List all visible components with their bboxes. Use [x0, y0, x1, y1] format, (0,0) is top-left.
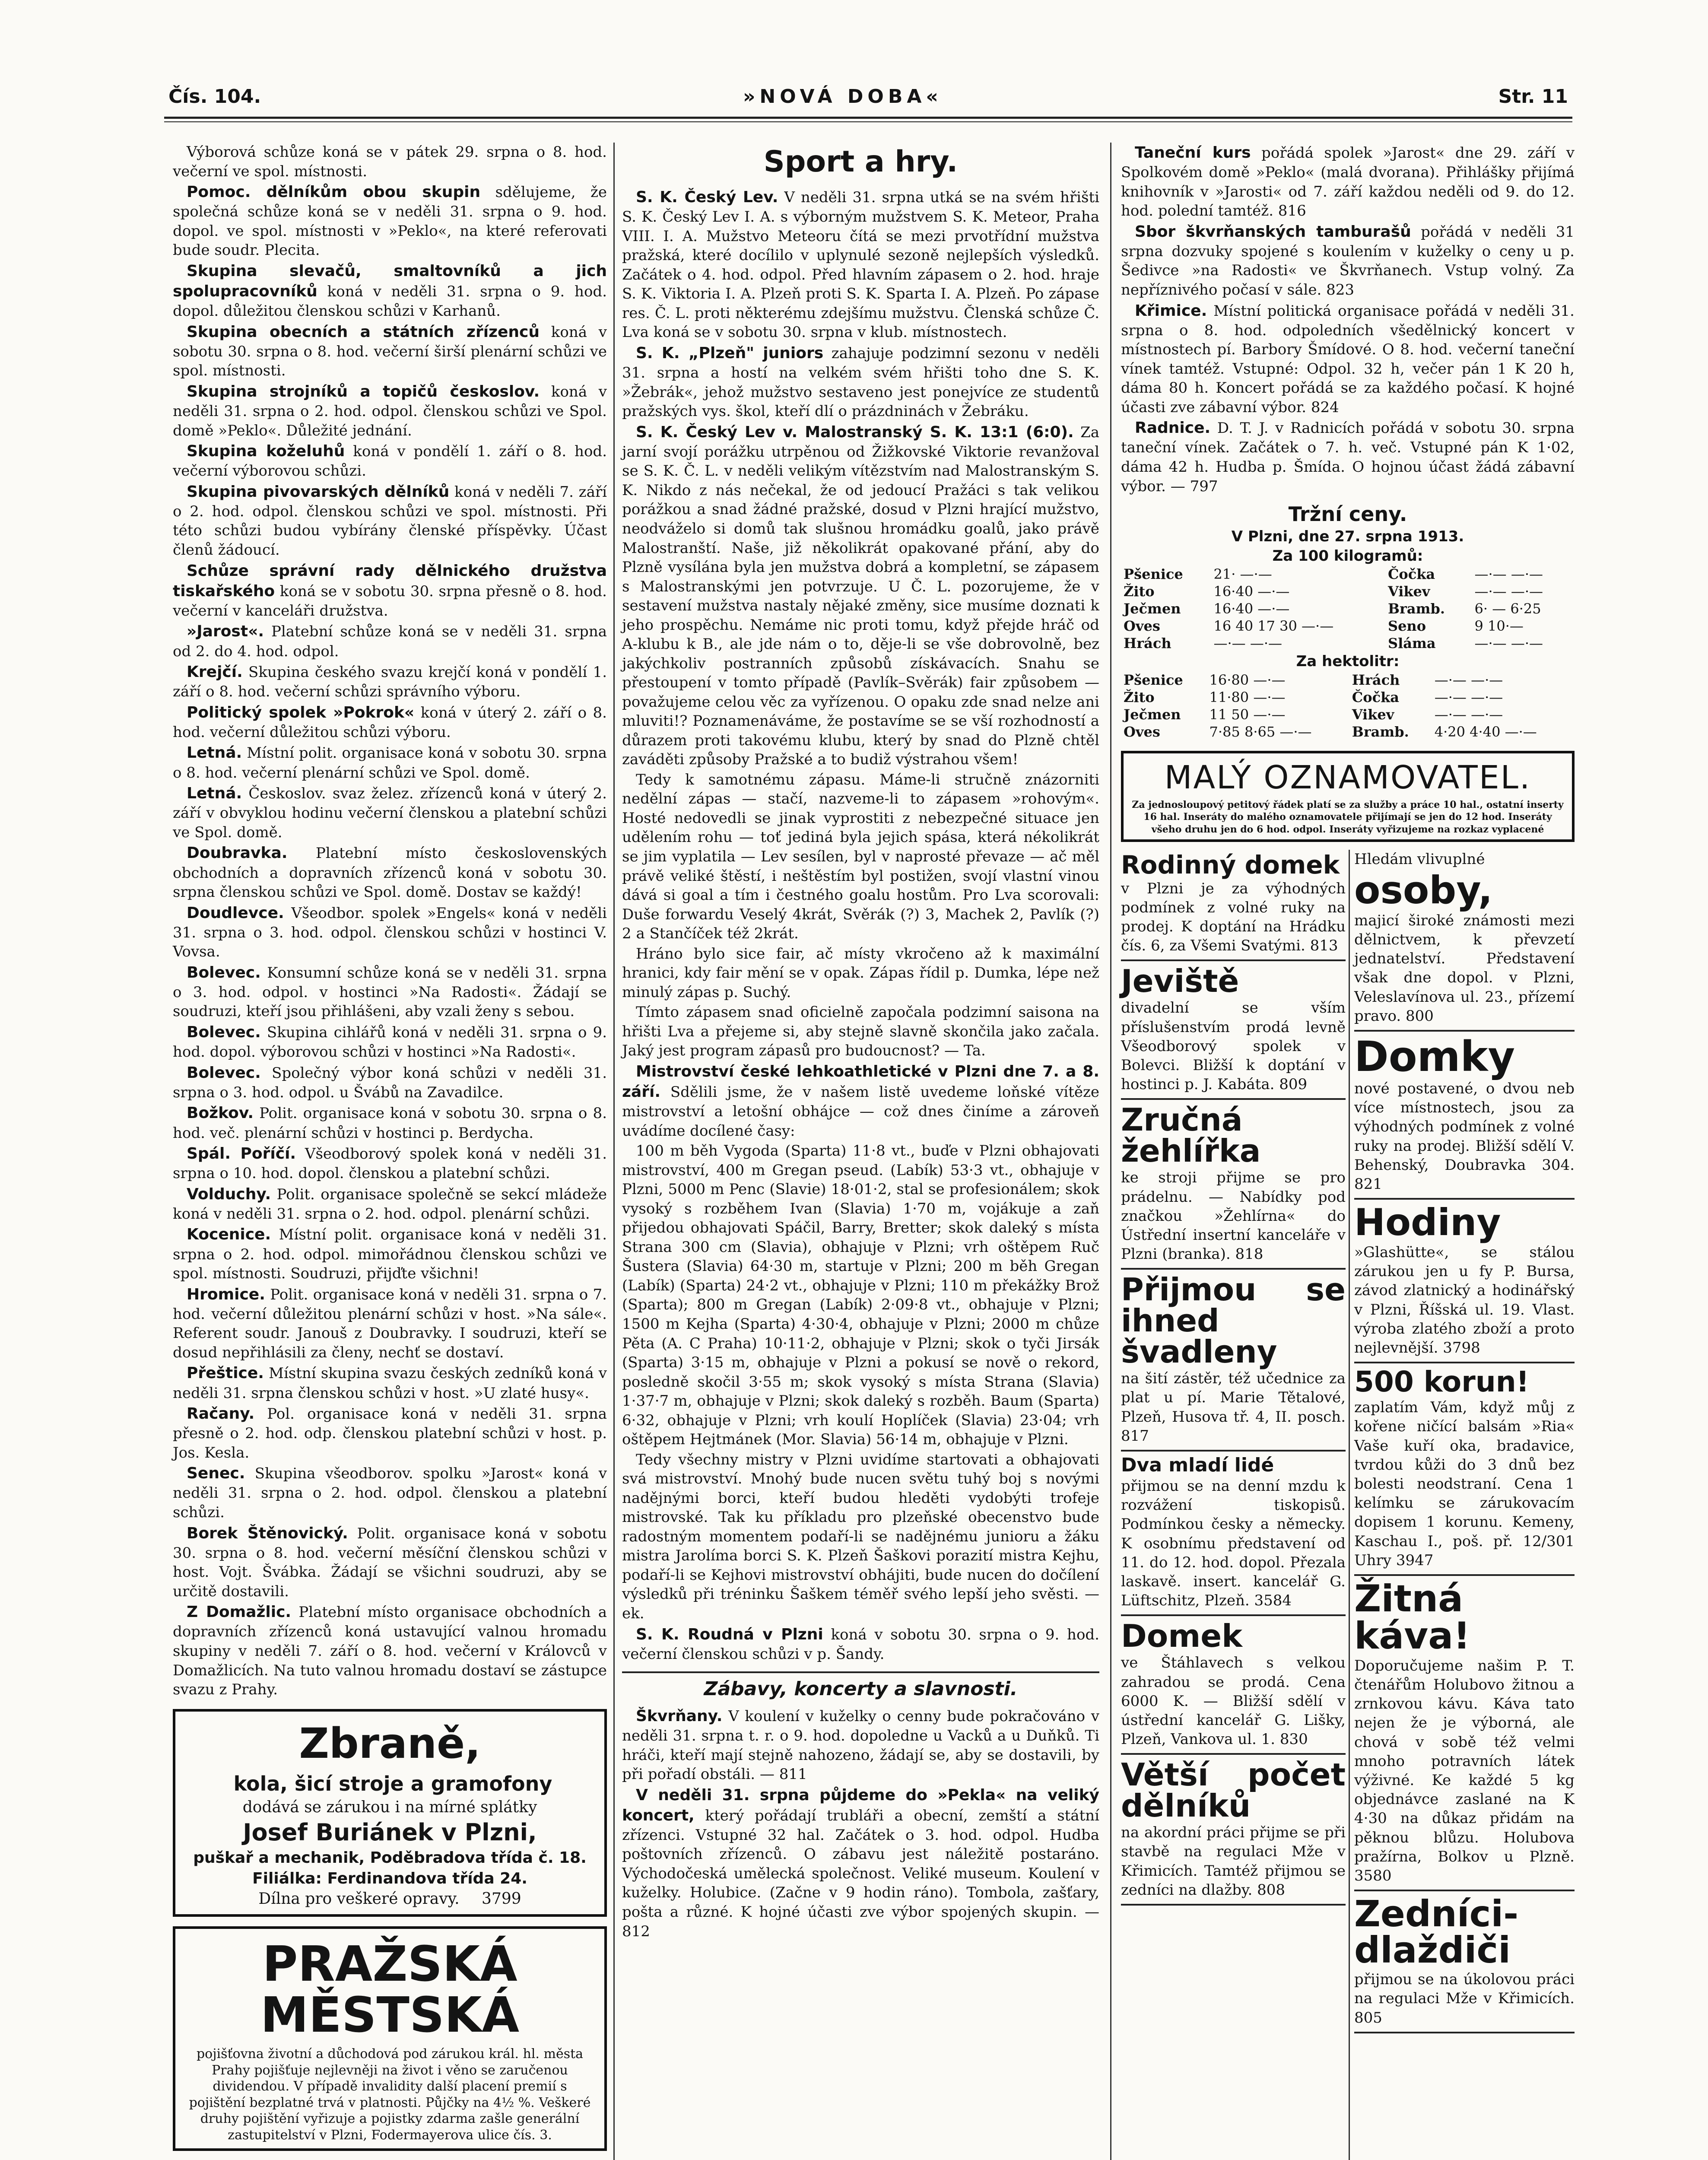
- sport-article: [622, 770, 1099, 943]
- meeting-notice-heading: Božkov.: [187, 1104, 254, 1122]
- meeting-notice-text: Polit. organisace společně se sekcí mládeže koná v neděli 31. srpna o 2. hod. odpol. plenární schůzi.: [173, 1185, 607, 1223]
- meeting-notice-heading: Schůze správní rady dělnického družstva tiskařského: [173, 562, 607, 600]
- commodity-name: Seno: [1387, 618, 1426, 635]
- prazska-ad: [173, 1926, 607, 2151]
- ad-text: majicí široké známosti mezi dělnictvem, k převzetí jednatelství. Představení však dne dopol. v Plzni, Veleslavínova ul. 23., přízemí pravo. 800: [1354, 912, 1575, 1025]
- commodity-name: Vikev: [1352, 706, 1394, 723]
- ad-text: »Glashütte«, se stálou zárukou jen u fy P. Bursa, závod zlatnický a hodinářský v Plzni, Říšská ul. 19. Vlast. výroba zlatého zboží a proto nejlevnější. 3798: [1354, 1244, 1575, 1356]
- commodity-name: Pšenice: [1124, 671, 1183, 688]
- meeting-notice-heading: Kocenice.: [187, 1226, 271, 1244]
- meeting-notice-text: Pol. organisace koná v neděli 31. srpna přesně o 2. hod. odp. členskou platební schůzi v host. p. Jos. Kesla.: [173, 1405, 607, 1461]
- header-rule: [164, 117, 1572, 119]
- meeting-notice-heading: Skupina strojníků a topičů českoslov.: [187, 382, 540, 400]
- meeting-notice-heading: Volduchy.: [187, 1185, 271, 1203]
- meeting-notice-text: Polit. organisace koná v neděli 31. srpna o 7. hod. večerní důležitou plenární schůzi v host. »Na sále«. Referent soudr. Janouš z Doubravky. I soudruzi, kteří se dosud nepřihlásili za členy, nechť se dostaví.: [173, 1286, 607, 1361]
- meeting-notice-text: Všeodbor. spolek »Engels« koná v neděli 31. srpna o 3. hod. odpol. členskou schůzi v hostinci V. Vovsa.: [173, 904, 607, 961]
- meeting-notice: [173, 1103, 607, 1143]
- sport-article-heading: S. K. Český Lev.: [636, 188, 778, 206]
- meeting-notice-text: Platební místo organisace obchodních a dopravních zřízenců koná ustavující valnou hromadu skupiny v neděli 7. září o 8. hod. večerní v Královců v Domažlicích. Na tuto valnou hromadu dostaví se zástupce svazu z Prahy.: [173, 1604, 607, 1699]
- ad-headline: Přijmou se ihned švadleny: [1121, 1271, 1346, 1370]
- commodity-name: Čočka: [1352, 689, 1399, 705]
- meeting-notice-text: koná v neděli 7. září o 2. hod. odpol. členskou schůzi ve spol. místnosti. Při této schůzi budou vybírány členské příspěvky. Účast členů žádoucí.: [173, 483, 607, 559]
- meeting-notice-heading: Skupina slevačů, smaltovníků a jich spolupracovníků: [173, 262, 607, 300]
- sport-article: [622, 187, 1099, 342]
- meeting-notice: [173, 783, 607, 842]
- commodity-price: 16·40 —·—: [1213, 583, 1290, 600]
- sport-article-text: Tedy všechny mistry v Plzni uvidíme startovati a obhajovati svá mistrovství. Mnohý bude nucen světu tuhý boj s novými nadějnými borci, kteří budou hleděti vydobýti trofeje mistrovské. Tak ku příkladu pro plzeňské obecenstvo bude radostným momentem podaří-li se nadějnému junioru a žáku mistra Jarolíma borci S. K. Plzeň Šaškovi porazití mistra Kejhu, podaří-li se Kejhovi mistrovství obhájiti, bude nucen do dočílení výsledků při tréninku Šaškem téměř svého lepší jeho svěsti. — ek.: [622, 1451, 1099, 1622]
- column-2: [622, 143, 1099, 1942]
- meetings-list: [173, 143, 607, 1699]
- meeting-notice: [173, 962, 607, 1021]
- classified-ad: [1354, 1201, 1575, 1363]
- classified-ad: [1354, 1893, 1575, 2033]
- commodity-name: Oves: [1124, 618, 1160, 635]
- event-ad-heading: Křimice.: [1135, 302, 1207, 320]
- sport-article: [622, 944, 1099, 1002]
- meeting-notice-text: Polit. organisace koná v sobotu 30. srpna o 8. hod. večerní měsíční členskou schůzi v host. Vojt. Švábka. Žádají se všichni soudruzi, aby se určitě dostavili.: [173, 1525, 607, 1600]
- meeting-notice: [173, 1463, 607, 1522]
- sport-article-heading: S. K. Český Lev v. Malostranský S. K. 13:1 (6:0).: [636, 423, 1074, 441]
- meeting-notice-text: koná se v sobotu 30. srpna přesně o 8. hod. večerní v kanceláři družstva.: [173, 582, 607, 619]
- meeting-notice-text: Platební místo československých obchodních a dopravních zřízenců koná v sobotu 30. srpna členskou schůzi ve Spol. domě. Dostav se každý!: [173, 845, 607, 901]
- meeting-notice: [173, 1404, 607, 1462]
- meeting-notice: [173, 662, 607, 702]
- meeting-notice-text: Společný výbor koná schůzi v neděli 31. srpna o 3. hod. odpol. u Švábů na Zavadilce.: [173, 1064, 607, 1101]
- meeting-notice-heading: Hromice.: [187, 1285, 265, 1303]
- sport-article-text: Sdělili jsme, že v našem listě uvedeme loňské vítěze mistrovství a letošní obhájce — což dnes činíme a zároveň uvádíme docílené časy:: [622, 1083, 1099, 1140]
- event-ad: [1121, 301, 1575, 417]
- ad-headline: Větší počet dělníků: [1121, 1757, 1346, 1824]
- sport-title: Sport a hry.: [763, 145, 958, 179]
- event-notice-heading: V neděli 31. srpna půjdeme do »Pekla« na veliký koncert,: [622, 1786, 1099, 1824]
- issue-number: Čís. 104.: [168, 86, 261, 108]
- event-notice: [622, 1785, 1099, 1941]
- sport-article: [622, 1061, 1099, 1140]
- commodity-name: Oves: [1124, 723, 1160, 740]
- ad-headline: Žitná káva!: [1354, 1577, 1470, 1658]
- event-notice-text: který pořádají trubláři a obecní, zemští a státní zřízenci. Vstupné 32 hal. Začátek o 3. hod. odpol. Hudba poštovních zřízenců. O zábavu jest náležitě postaráno. Východočeská umělecká společnost. Veliké museum. Koulení v kuželky. Holubice. (Začne v 9 hodin ráno). Tombola, zašťary, pošta a různé. K hojné účasti zve výbor spojených skupin. — 812: [622, 1807, 1100, 1940]
- commodity-price: 6· — 6·25: [1474, 600, 1541, 617]
- ad-headline: osoby,: [1354, 867, 1493, 912]
- page-number: Str. 11: [1498, 86, 1568, 108]
- meeting-notice-heading: Račany.: [187, 1405, 255, 1423]
- ad-text: divadelní se vším příslušenstvím prodá levně Všeodborový spolek v Bolevci. Bližší k doptání v hostinci p. J. Kabáta. 809: [1121, 999, 1346, 1093]
- meeting-notice: [173, 1363, 607, 1403]
- meeting-notice: [173, 1144, 607, 1183]
- meeting-notice: [173, 1284, 607, 1363]
- prazska-title-1: PRAŽSKÁ: [262, 1936, 517, 1992]
- sport-article-text: Hráno bylo sice fair, ač místy vkročeno až k maximální hranici, kdy fair mění se v opak. Zápas řídil p. Dumka, lépe než minulý zápas p. Suchý.: [622, 945, 1099, 1001]
- maly-oznamovatel-box: [1121, 751, 1575, 842]
- page-header: [168, 86, 1568, 113]
- commodity-name: Ječmen: [1124, 600, 1181, 617]
- price-row: [1121, 723, 1575, 740]
- meeting-notice-heading: Doubravka.: [187, 844, 288, 862]
- meeting-notice-text: Místní skupina svazu českých zedníků koná v neděli 31. srpna členskou schůzi v host. »U zlaté husy«.: [173, 1365, 607, 1402]
- classified-ad: [1121, 963, 1346, 1100]
- commodity-name: Vikev: [1387, 583, 1430, 600]
- meeting-notice-heading: Pomoc. dělníkům obou skupin: [187, 183, 481, 201]
- meeting-notice-heading: Skupina obecních a státních zřízenců: [187, 323, 540, 341]
- price-row: [1121, 671, 1575, 689]
- sport-article: [622, 1450, 1099, 1623]
- classified-left: [1121, 850, 1346, 1910]
- classified-ad: [1121, 1620, 1346, 1755]
- event-ad: [1121, 222, 1575, 300]
- commodity-price: —·— —·—: [1213, 635, 1282, 652]
- meeting-notice-heading: Krejčí.: [187, 663, 243, 681]
- meeting-notice-heading: »Jarost«.: [187, 623, 264, 641]
- meeting-notice: [173, 1022, 607, 1062]
- zabavy-title: Zábavy, koncerty a slavnosti.: [622, 1671, 1099, 1702]
- meeting-notice-text: koná v pondělí 1. září o 8. hod. večerní výborovou schůzi.: [173, 443, 607, 480]
- market-table-hl: [1121, 671, 1575, 740]
- header-rule-thin: [164, 121, 1572, 122]
- prazska-text: pojišťovna životní a důchodová pod zárukou král. hl. města Prahy pojišťuje nejlevněji na život i věno se zaručenou dividendou. V případě invalidity další placení premií s pojištění bezplatné trvá v platnosti. Půjčky na 4½ %. Veškeré druhy pojištění vyřizuje a pojistky zdarma zašle generální zastupitelství v Plzni, Fodermayerova ulice čís. 3.: [189, 2046, 591, 2143]
- classified-ad: [1121, 1104, 1346, 1270]
- price-row: [1121, 635, 1575, 652]
- ad-text: nové postavené, o dvou neb více místnostech, jsou za výhodných podmínek z volné ruky na prodej. Bližší sdělí V. Behenský, Doubravka 304. 821: [1354, 1080, 1575, 1193]
- meeting-notice: [173, 561, 607, 621]
- meeting-notice-heading: Z Domažlic.: [187, 1603, 292, 1621]
- commodity-price: 16·40 —·—: [1213, 600, 1290, 617]
- commodity-name: Pšenice: [1124, 566, 1183, 583]
- commodity-name: Ječmen: [1124, 706, 1181, 723]
- classified-ad: [1121, 852, 1346, 962]
- classified-ad: [1354, 850, 1575, 1032]
- meeting-notice: [173, 903, 607, 962]
- price-row: [1121, 617, 1575, 635]
- ad-headline: Dva mladí lidé: [1121, 1454, 1274, 1476]
- meeting-notice-text: Místní polit. organisace koná v neděli 31. srpna o 2. hod. odpol. mimořádnou členskou schůzi ve spol. místnosti. Soudruzi, přijďte všichni!: [173, 1226, 607, 1283]
- commodity-name: Hrách: [1352, 671, 1400, 688]
- ad-text: přijmou se na denní mzdu k rozvážení tiskopisů. Podmínkou česky a německy. K osobnímu představení od 11. do 12. hod. dopol. Přezala laskavě. insert. kancelář G. Lüftschitz, Plzeň. 3584: [1121, 1477, 1346, 1610]
- market-place: V Plzni, dne 27. srpna 1913.: [1231, 528, 1464, 546]
- events-list: [1121, 143, 1575, 496]
- sport-article-heading: S. K. Roudná v Plzni: [636, 1625, 823, 1643]
- column-divider: [613, 143, 615, 2160]
- meeting-notice: [173, 441, 607, 481]
- meeting-notice: [173, 322, 607, 381]
- meeting-notice: [173, 482, 607, 560]
- zbrane-line: dodává se zárukou i na mírné splátky: [242, 1798, 537, 1816]
- commodity-price: —·— —·—: [1474, 635, 1543, 652]
- meeting-notice: [173, 182, 607, 260]
- meeting-notice-text: Polit. organisace koná v sobotu 30. srpna o 8. hod. več. plenární schůzi v hostinci p. Berdycha.: [173, 1105, 607, 1142]
- commodity-price: —·— —·—: [1434, 671, 1503, 688]
- meeting-notice-text: Konsumní schůze koná se v neděli 31. srpna o 3. hod. odpol. v hostinci »Na Radosti«. Žádají se soudruzi, kteří jsou přihlášeni, aby vzali ženy s sebou.: [173, 964, 607, 1020]
- sport-article-text: Za jarní svojí porážku utrpěnou od Žižkovské Viktorie revanžoval se S. K. Č. L. v neděli velikým vítězstvím nad Malostranským S. K. Nikdo z nás nečekal, že od jedoucí Pražáci s tak velikou porážkou a snad žádné pražské, dosud v Plzni hrající mužstvo, neodváželo si domů tak slušnou hromádku goalů, jako právě Malostranští. Naše, již několikrát opakované přání, aby do Plzně vysílána byla jen mužstva dobrá a kompletní, se zápasem s Malostranskými jen potvrzuje. U Č. L. pozorujeme, že v sestavení mužstva nastaly nějaké změny, sice musíme doznati k jeho prospěchu. Nemáme nic proti tomu, když přejde hráč od A-klubu k B., ale jde nám o to, děje-li se vše dobrovolně, bez jakýchkoliv postranních způsobů získávacích. Snahu se přestoupení v tomto případě (Pavlík–Svěrák) fair způsobem — považujeme celou věc za vyřízenou. O opaku zde snad nelze ani mluviti!? Poznamenáváme, že postavíme se se vší rozhodností a důrazem proti takovému klubu, který by snad do Plzně chtěl zaváděti způsoby Pražské a to budiž výstrahou všem!: [622, 423, 1099, 769]
- meeting-notice: [173, 621, 607, 661]
- sport-article-text: koná v sobotu 30. srpna o 9. hod. večerní členskou schůzi v p. Šandy.: [622, 1626, 1099, 1663]
- zbrane-items: kola, šicí stroje a gramofony: [233, 1772, 552, 1796]
- event-notice-heading: Škvrňany.: [636, 1707, 723, 1725]
- market-table-kg: [1121, 565, 1575, 652]
- meeting-notice: [173, 381, 607, 440]
- ad-ref: 3799: [482, 1890, 521, 1908]
- event-ad-text: D. T. J. v Radnicích pořádá v sobotu 30. srpna taneční vínek. Začátek o 7. h. več. Vstupné pán K 1·02, dáma 42 h. Hudba p. Šmída. O hojnou účast žádá zábavní výbor. — 797: [1121, 419, 1575, 495]
- ad-headline: Domek: [1121, 1618, 1242, 1655]
- commodity-price: 16 40 17 30 —·—: [1213, 618, 1334, 635]
- meeting-notice-heading: Politický spolek »Pokrok«: [187, 703, 415, 721]
- market-prices: [1121, 501, 1575, 740]
- classified-ads: [1121, 850, 1575, 2160]
- zbrane-seller: Josef Buriánek v Plzni,: [243, 1818, 537, 1846]
- sport-article-heading: S. K. „Plzeň" juniors: [636, 344, 824, 362]
- meeting-notice-text: koná v neděli 31. srpna o 2. hod. odpol. členskou schůzi ve Spol. domě »Peklo«. Důležité jednání.: [173, 383, 607, 439]
- market-title: Tržní ceny.: [1288, 502, 1407, 526]
- ad-text: zaplatím Vám, když můj z kořene ničící balsám »Ria« Vaše kuří oka, bradavice, tvrdou kůži do 3 dnů bez bolesti neodstraní. Cena 1 kelímku se zárukovacím dopisem 1 korunu. Kemeny, Kaschau I., poš. př. 12/301 Uhry 3947: [1354, 1399, 1575, 1569]
- commodity-price: 9 10·—: [1474, 618, 1524, 635]
- market-unit-hl: Za hektolitr:: [1296, 653, 1400, 670]
- meeting-notice: [173, 1602, 607, 1699]
- sport-article-text: Tedy k samotnému zápasu. Máme-li stručně znázorniti nedělní zápas — stačí, nazveme-li to zápasem »rohovým«. Hosté nedovedli se jinak vyprostiti z nebezpečné situace jen udělením rohu — toť jediná byla jejich spása, která nékolikrát se jim vyplatila — Lev sesílen, byl v naprosté převaze — ač měl právě veliké štěstí, i neštěstím byl postižen, svojí vlastní vinou dává si goal a tím i čestného goalu hostům. Pro Lva scorovali: Duše forwardu Veselý 4krát, Svěrák (?) 3, Machek 2, Pavlík (?) 2 a Stančíček též 2krát.: [622, 771, 1099, 943]
- event-notice-text: V koulení v kuželky o cenny bude pokračováno v neděli 31. srpna t. r. o 9. hod. dopoledne u Vacků a u Duňků. Ti hráči, kteří mají stejně nahozeno, žádají se, aby se dostavili, by při pořadí obstáli. — 811: [622, 1707, 1099, 1783]
- ad-text: ve Štáhlavech s velkou zahradou se prodá. Cena 6000 K. — Bližší sdělí v ústřední kancelář G. Lišky, Plzeň, Vankova ul. 1. 830: [1121, 1654, 1346, 1748]
- meeting-notice: [173, 261, 607, 321]
- meeting-notice-heading: Senec.: [187, 1464, 245, 1483]
- ad-headline: 500 korun!: [1354, 1365, 1529, 1399]
- meeting-notice-heading: Bolevec.: [187, 1023, 261, 1041]
- classified-right: [1354, 850, 1575, 2038]
- sport-article: [622, 422, 1099, 769]
- meeting-notice-text: Výborová schůze koná se v pátek 29. srpna o 8. hod. večerní ve spol. místnosti.: [173, 143, 607, 180]
- sport-article-text: Tímto zápasem snad oficielně započala podzimní saisona na hřišti Lva a přejeme si, aby stejně slavně skončila jako začala. Jaký jest program zápasů pro budoucnost? — Ta.: [622, 1004, 1099, 1060]
- meeting-notice-heading: Přeštice.: [187, 1364, 264, 1382]
- ad-text: Doporučujeme našim P. T. čtenářům Holubovo žitnou a zrnkovou kávu. Káva tato nejen že je výborná, ale chová v sobě též velmi mnoho potravních látek výživné. Ke každé 5 kg objednávce zaslané na K 4·30 na důkaz přidám na pěknou blůzu. Holubova pražírna, Bolkov u Plzně. 3580: [1354, 1657, 1575, 1884]
- classified-ad: [1354, 1365, 1575, 1576]
- zbrane-note: Dílna pro veškeré opravy.: [258, 1890, 460, 1908]
- classified-ad: [1354, 1032, 1575, 1200]
- classified-divider: [1349, 850, 1350, 2160]
- ad-intro: Hledám vlivuplné: [1354, 850, 1485, 868]
- meeting-notice-heading: Skupina pivovarských dělníků: [187, 483, 450, 501]
- meeting-notice-text: Skupina cihlářů koná v neděli 31. srpna o 9. hod. dopol. výborovou schůzi v hostinci »Na Radosti«.: [173, 1024, 607, 1061]
- zbrane-headline: Zbraně,: [299, 1719, 481, 1768]
- ad-headline: Zručná žehlířka: [1121, 1102, 1261, 1169]
- meeting-notice-heading: Doudlevce.: [187, 904, 284, 922]
- ad-headline: Jeviště: [1121, 963, 1239, 1000]
- event-ad-heading: Sbor škvrňanských tamburašů: [1135, 222, 1411, 241]
- ad-headline: Hodiny: [1354, 1201, 1501, 1245]
- commodity-price: 4·20 4·40 —·—: [1434, 723, 1537, 740]
- commodity-price: 11·80 —·—: [1209, 689, 1286, 705]
- event-ad-heading: Taneční kurs: [1135, 144, 1251, 162]
- ad-headline: Domky: [1354, 1032, 1515, 1081]
- meeting-notice-heading: Letná.: [187, 785, 242, 803]
- meeting-notice-text: sdělujeme, že společná schůze koná se v neděli 31. srpna o 9. hod. dopol. ve spol. místnosti v »Peklo«, na které referovati bude soudr. Plecita.: [173, 184, 607, 259]
- meeting-notice-text: Českoslov. svaz želez. zřízenců koná v úterý 2. září v obvyklou hodinu večerní členskou a platební schůzi ve Spol. domě.: [173, 785, 607, 841]
- commodity-price: —·— —·—: [1434, 689, 1503, 705]
- commodity-name: Žito: [1124, 583, 1155, 600]
- meeting-notice-heading: Spál. Poříčí.: [187, 1145, 296, 1163]
- commodity-name: Bramb.: [1387, 600, 1445, 617]
- price-row: [1121, 689, 1575, 706]
- event-ad-text: pořádá spolek »Jarost« dne 29. září v Spolkovém domě »Peklo« (malá dvorana). Přihlášky přijímá knihovník v »Jarosti« od 7. září každou neděli od 9. do 12. hod. polední tamtéž. 816: [1121, 144, 1575, 220]
- ad-headline: Zedníci-dlaždiči: [1354, 1893, 1519, 1972]
- commodity-price: 21· —·—: [1213, 566, 1272, 583]
- zbrane-profession: puškař a mechanik, Poděbradova třída č. 18. Filiálka: Ferdinandova třída 24.: [193, 1849, 587, 1887]
- sport-article: [622, 1624, 1099, 1664]
- sport-article: [622, 1003, 1099, 1061]
- commodity-name: Bramb.: [1352, 723, 1409, 740]
- meeting-notice-heading: Bolevec.: [187, 963, 261, 982]
- event-ad-heading: Radnice.: [1135, 419, 1211, 437]
- commodity-name: Hrách: [1124, 635, 1171, 652]
- commodity-name: Sláma: [1387, 635, 1436, 652]
- event-ad-text: pořádá v neděli 31 srpna dozvuky spojené s koulením v kuželky o ceny u p. Šedivce »na Radosti« ve Škvrňanech. Vstup volný. Za nepříznivého počasí v sále. 823: [1121, 223, 1575, 299]
- ad-headline: Rodinný domek: [1121, 850, 1340, 880]
- meeting-notice-heading: Bolevec.: [187, 1064, 261, 1082]
- event-notice: [622, 1706, 1099, 1784]
- commodity-price: 16·80 —·—: [1209, 671, 1286, 688]
- meeting-notice: [173, 143, 607, 181]
- newspaper-title: »NOVÁ DOBA«: [743, 86, 943, 108]
- ad-text: v Plzni je za výhodných podmínek z volné ruky na prodej. K doptání na Hrádku čís. 6, za Všemi Svatými. 813: [1121, 880, 1346, 955]
- commodity-price: 11 50 —·—: [1209, 706, 1286, 723]
- maly-title: MALÝ OZNAMOVATEL.: [1164, 759, 1531, 796]
- sport-article: [622, 1141, 1099, 1449]
- ad-text: na šití zástěr, též učednice za plat u pí. Marie Tětalové, Plzeň, Husova tř. 4, II. posch. 817: [1121, 1370, 1346, 1445]
- commodity-name: Čočka: [1387, 566, 1435, 583]
- classified-ad: [1121, 1456, 1346, 1616]
- commodity-price: 7·85 8·65 —·—: [1209, 723, 1312, 740]
- zbrane-ad: [173, 1709, 607, 1917]
- meeting-notice-text: koná v neděli 31. srpna o 9. hod. dopol. důležitou členskou schůzi v Karhanů.: [173, 283, 607, 320]
- commodity-name: Žito: [1124, 689, 1155, 705]
- classified-ad: [1121, 1271, 1346, 1452]
- maly-subtitle: Za jednosloupový petitový řádek platí se za služby a práce 10 hal., ostatní inserty 16 hal. Inseráty do malého oznamovatele přijímají se jen do 12 hod. Inseráty všeho druhu jen do 6 hod. odpol. Inseráty vyřizujeme na rozkaz vyplacené: [1132, 799, 1564, 835]
- classified-ad: [1354, 1577, 1575, 1891]
- prazska-title-2: MĚSTSKÁ: [260, 1987, 520, 2043]
- meeting-notice-text: koná v úterý 2. září o 8. hod. večerní důležitou schůzi výboru.: [173, 704, 607, 741]
- event-ad: [1121, 418, 1575, 496]
- column-1: [173, 143, 607, 2159]
- sport-article-text: zahajuje podzimní sezonu v neděli 31. srpna a hostí na velkém svém hřišti toho dne S. K. »Žebrák«, jehož mužstvo sestaveno jest ponejvíce ze studentů pražských vys. škol, kteří dlí o prázdninách v Žebráku.: [622, 344, 1100, 420]
- meeting-notice: [173, 1523, 607, 1601]
- meeting-notice: [173, 1224, 607, 1283]
- market-unit-kg: Za 100 kilogramů:: [1272, 547, 1423, 565]
- ad-text: ke stroji přijme se pro prádelnu. — Nabídky pod značkou »Žehlírna« do Ústřední insertní kanceláře v Plzni (branka). 818: [1121, 1169, 1346, 1263]
- meeting-notice-text: Skupina všeodborov. spolku »Jarost« koná v neděli 31. srpna o 2. hod. odpol. členskou a platební schůzi.: [173, 1465, 607, 1521]
- column-3: [1121, 143, 1575, 2160]
- column-divider: [1110, 143, 1111, 2160]
- classified-ad: [1121, 1759, 1346, 1906]
- commodity-price: —·— —·—: [1474, 583, 1543, 600]
- ad-text: na akordní práci přijme se při stavbě na regulaci Mže v Křimicích. Tamtéž přijmou se zedníci na dlažby. 808: [1121, 1824, 1346, 1899]
- price-row: [1121, 600, 1575, 617]
- meeting-notice: [173, 843, 607, 902]
- price-row: [1121, 565, 1575, 583]
- meeting-notice-heading: Borek Štěnovický.: [187, 1524, 348, 1542]
- commodity-price: —·— —·—: [1434, 706, 1503, 723]
- meeting-notice-text: Skupina českého svazu krejčí koná v pondělí 1. září o 8. hod. večerní schůzi správního výboru.: [173, 664, 607, 701]
- ad-text: přijmou se na úkolovou práci na regulaci Mže v Křimicích. 805: [1354, 1971, 1575, 2027]
- zabavy-articles: [622, 1706, 1099, 1941]
- price-row: [1121, 583, 1575, 600]
- meeting-notice: [173, 1184, 607, 1224]
- meeting-notice-text: Místní polit. organisace koná v sobotu 30. srpna o 8. hod. večerní plenární schůzi ve Spol. domě.: [173, 744, 607, 781]
- event-ad-text: Místní politická organisace pořádá v neděli 31. srpna o 8. hod. odpoledních všedělnický koncert v místnostech pí. Barbory Šmídové. O 8. hod. večerní taneční vínek tamtéž. Vstupné: Odpol. 32 h, večer pán 1 K 20 h, dáma 80 h. Koncert pořádá se za každého počasí. K hojné účasti zve zábavní výbor. 824: [1121, 302, 1575, 416]
- meeting-notice: [173, 743, 607, 782]
- event-ad: [1121, 143, 1575, 221]
- commodity-price: —·— —·—: [1474, 566, 1543, 583]
- meeting-notice-text: Platební schůze koná se v neděli 31. srpna od 2. do 4. hod. odpol.: [173, 623, 607, 660]
- meeting-notice: [173, 702, 607, 742]
- sport-article-heading: Mistrovství české lehkoathletické v Plzni dne 7. a 8. září.: [622, 1062, 1099, 1101]
- sport-articles: [622, 187, 1099, 1664]
- sport-article: [622, 343, 1099, 421]
- sport-article-text: V neděli 31. srpna utká se na svém hřišti S. K. Český Lev I. A. s výborným mužstvem S. K. Meteor, Praha VIII. I. A. Mužstvo Meteoru čítá se mezi prvotřídní mužstva pražská, které docílilo v uplynulé sezoně nejlepších výsledků. Začátek o 4. hod. odpol. Před hlavním zápasem o 2. hod. hraje S. K. Viktoria I. A. Plzeň proti S. K. Sparta I. A. Plzeň. Po zápase res. Č. L. proti některému zdejšímu mužstvu. Členská schůze Č. Lva koná se v sobotu 30. srpna v klub. místnostech.: [622, 189, 1100, 341]
- meeting-notice-heading: Letná.: [187, 744, 242, 762]
- meeting-notice-heading: Skupina koželuhů: [187, 442, 345, 461]
- meeting-notice-text: Všeodborový spolek koná v neděli 31. srpna o 10. hod. dopol. členskou a platební schůzi.: [173, 1145, 607, 1182]
- meeting-notice-text: koná v sobotu 30. srpna o 8. hod. večerní širší plenární schůzi ve spol. místnosti.: [173, 323, 607, 380]
- meeting-notice: [173, 1063, 607, 1102]
- price-row: [1121, 706, 1575, 723]
- sport-article-text: 100 m běh Vygoda (Sparta) 11·8 vt., buďe v Plzni obhajovati mistrovství, 400 m Gregan pseud. (Labík) 53·3 vt., obhajuje v Plzni, 5000 m Penc (Slavie) 18·01·2, stal se profesionálem; skok vysoký s rozběhem Ivan (Slavia) 1·70 m, vojákuje a zaň přijedou obhajovati Spáčil, Barry, Bretter; skok daleký s místa Strana 300 cm (Slavia), obhajuje v Plzni; vrh oštěpem Ruč Šustera (Slavia) 64·30 m, startuje v Plzni; 200 m běh Gregan (Labík) (Sparta) 24·2 vt., obhajuje v Plzni; 110 m překážky Brož (Sparta); 800 m Gregan (Labík) 2·09·8 vt., obhajuje v Plzni; 1500 m Kejha (Sparta) 4·30·4, obhajuje v Plzni; 2000 m chůze Pěta (A. C Praha) 10·11·2, obhajuje v Plzni; skok o tyči Jirsák (Sparta) 3·15 m, obhajuje v Plzni a pokusí se nově o rekord, posledně skočil 3·55 m; skok vysoký s místa Strana (Slavia) 1·37·7 m, obhajuje v Plzni; skok daleký s rozběh. Baum (Sparta) 6·32, obhajuje v Plzni; vrh koulí Hoplíček (Slavia) 23·04; vrh oštěpem Hejtmánek (Mor. Slavia) 56·14 m, obhajuje v Plzni.: [622, 1142, 1099, 1448]
